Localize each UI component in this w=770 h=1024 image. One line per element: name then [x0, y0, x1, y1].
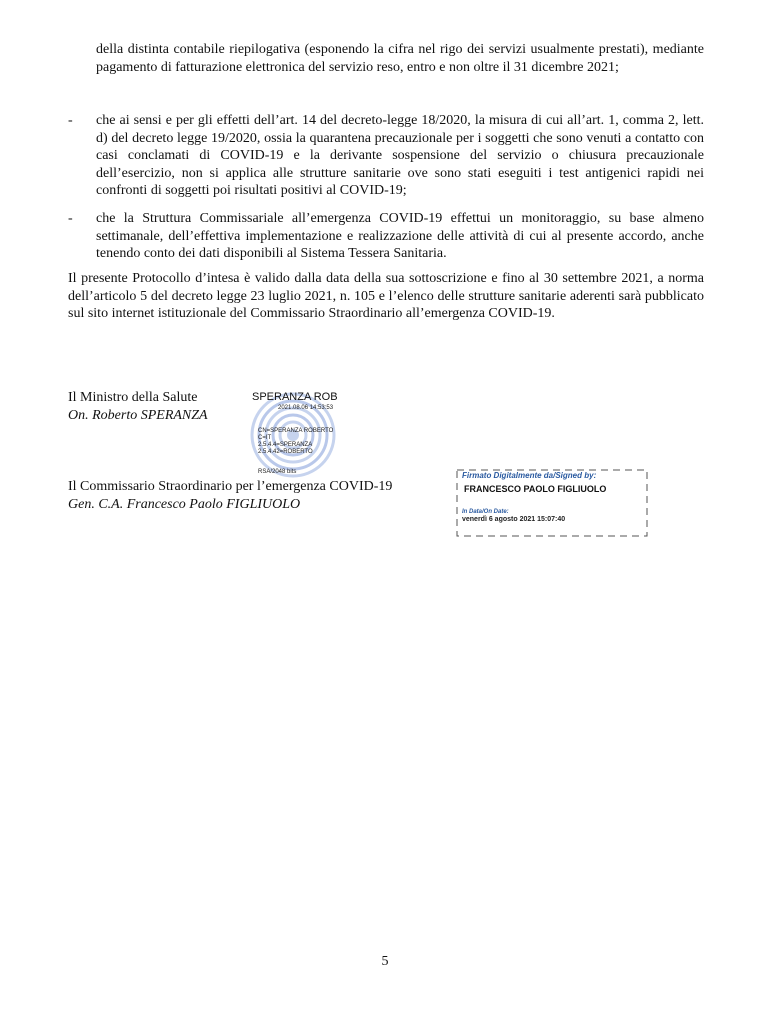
- seal-date: 2021.08.06 14:53:53: [278, 405, 334, 411]
- seal-cn: CN=SPERANZA ROBERTO: [258, 428, 334, 434]
- signed-by-label: Firmato Digitalmente da/Signed by:: [462, 471, 597, 480]
- date-value: venerdì 6 agosto 2021 15:07:40: [462, 516, 566, 523]
- list-item-text: che la Struttura Commissariale all’emergenza COVID-19 effettui un monitoraggio, su base almeno settimanale, dell’effettiva implementazione e realizzazione delle attività di cui al presente accordo, anche tenendo conto dei dati disponibili al Sistema Tessera Sanitaria.: [96, 211, 704, 261]
- date-label: In Data/On Date:: [462, 509, 509, 515]
- minister-name: On. Roberto SPERANZA: [68, 408, 208, 423]
- seal-surname: 2.5.4.4=SPERANZA: [258, 442, 313, 448]
- seal-signer-name: SPERANZA ROB: [252, 391, 338, 403]
- commissioner-name: Gen. C.A. Francesco Paolo FIGLIUOLO: [68, 497, 301, 512]
- list-marker: -: [68, 211, 73, 226]
- minister-title: Il Ministro della Salute: [68, 390, 198, 405]
- digital-signature-box-figliuolo: [456, 469, 648, 537]
- signer-name: FRANCESCO PAOLO FIGLIUOLO: [464, 484, 607, 494]
- seal-country: C=IT: [258, 435, 272, 441]
- page-number: 5: [381, 954, 389, 969]
- digital-signature-seal-speranza: [250, 390, 342, 480]
- seal-algorithm: RSA/2048 bits: [258, 469, 297, 475]
- seal-givenname: 2.5.4.42=ROBERTO: [258, 449, 313, 455]
- list-marker: -: [68, 113, 73, 128]
- closing-paragraph: Il presente Protocollo d’intesa è valido dalla data della sua sottoscrizione e fino al 30 settembre 2021, a norma dell’articolo 5 del decreto legge 23 luglio 2021, n. 105 e l’elenco delle strutture sanitarie aderenti sarà pubblicato sul sito internet istituzionale del Commissario Straordinario all’emergenza COVID-19.: [68, 271, 704, 321]
- continuation-paragraph: della distinta contabile riepilogativa (esponendo la cifra nel rigo dei servizi usualmente prestati), mediante pagamento di fatturazione elettronica del servizio reso, entro e non oltre il 31 dicembre 2021;: [96, 42, 704, 75]
- list-item-text: che ai sensi e per gli effetti dell’art. 14 del decreto-legge 18/2020, la misura di cui all’art. 1, comma 2, lett. d) del decreto legge 19/2020, ossia la quarantena precauzionale per i soggetti che sono venuti a contatto con casi conclamati di COVID-19 e la derivante sospensione del servizio o chiusura precauzionale dell’esercizio, non si applica alle strutture sanitarie ove sono stati eseguiti i test antigenici rapidi nei confronti di soggetti poi risultati positivi al COVID-19;: [96, 113, 704, 198]
- commissioner-title: Il Commissario Straordinario per l’emergenza COVID-19: [68, 479, 393, 494]
